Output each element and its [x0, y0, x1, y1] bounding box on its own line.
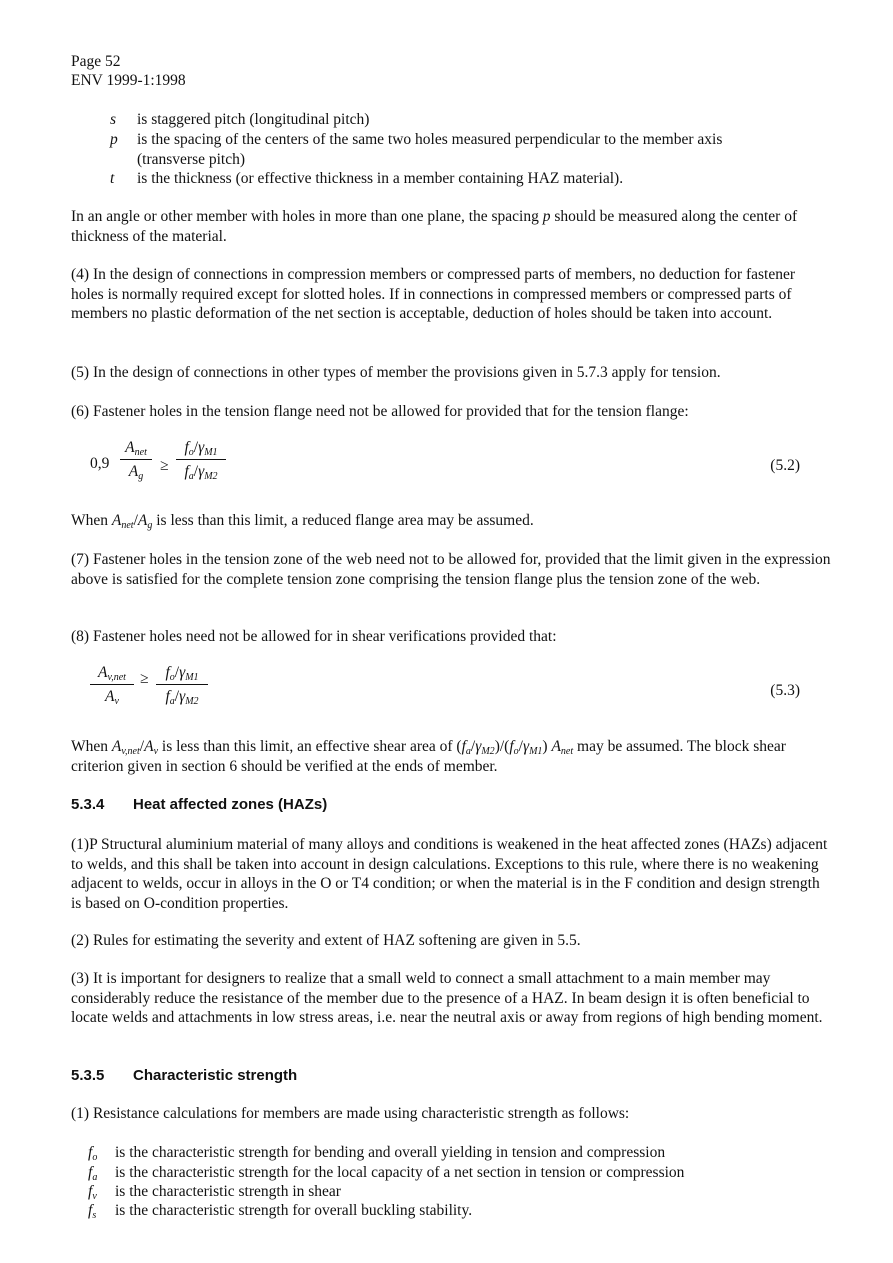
equation-number: (5.2) [770, 457, 800, 474]
section-number: 5.3.4 [71, 796, 105, 813]
paragraph-when-shear-area: When $A_{v,net}/A_v$ is less than this limit, an effective shear area of $(f_a/\gamma_{M2})/(f_o/\gamma_{M1})$ $A_{net}$ may be assumed. The block shear criterion given in section 6 should be verified at the ends of member. [71, 738, 786, 775]
definition-text: is the characteristic strength for overall buckling stability. [115, 1202, 473, 1219]
definition-symbol: $f_s$ [88, 1202, 97, 1221]
equation-5-2 [90, 438, 830, 498]
definition-symbol: s [110, 111, 117, 128]
eq-fraction-shear-area: $A_{v,net}$ $A_v$ [90, 663, 134, 708]
paragraph-when-net-area: When $A_{net}/A_g$ is less than this limit, a reduced flange area may be assumed. [71, 512, 534, 531]
standard-id: ENV 1999-1:1998 [71, 72, 186, 89]
page-header [71, 52, 186, 90]
eq-fraction-strength: $f_o/\gamma_{M1}$ $f_a/\gamma_{M2}$ [156, 663, 208, 708]
equation-5-3 [90, 663, 830, 723]
definition-symbol: $f_a$ [88, 1164, 98, 1183]
definition-text: is the characteristic strength for bending and overall yielding in tension and compression [115, 1144, 666, 1161]
paragraph-angle-spacing: In an angle or other member with holes in more than one plane, the spacing p should be measured along the center of thickness of the material. [71, 208, 798, 245]
eq-fraction-strength: $f_o/\gamma_{M1}$ $f_a/\gamma_{M2}$ [176, 438, 226, 483]
section-number: 5.3.5 [71, 1067, 105, 1084]
definition-text: is staggered pitch (longitudinal pitch) [137, 111, 370, 128]
paragraph-haz-2: (2) Rules for estimating the severity and extent of HAZ softening are given in 5.5. [71, 932, 581, 949]
section-title: Heat affected zones (HAZs) [133, 796, 328, 813]
paragraph-haz-3: (3) It is important for designers to realize that a small weld to connect a small attachment to a main member may considerably reduce the resistance of the member due to the presence of a HAZ. In beam design it is often beneficial to locate welds and attachments in low stress areas, i.e. near the neutral axis or away from regions of high bending moment. [71, 970, 823, 1026]
paragraph-4: (4) In the design of connections in compression members or compressed parts of members, no deduction for fastener holes is normally required except for slotted holes. If in connections in compressed members or compressed parts of members no plastic deformation of the net section is acceptable, deduction of holes should be taken into account. [71, 266, 795, 322]
eq-geq-sign: ≥ [140, 670, 149, 687]
paragraph-7: (7) Fastener holes in the tension zone of the web need not to be allowed for, provided that the limit given in the expression above is satisfied for the complete tension zone comprising the tension flange plus the tension zone of the web. [71, 551, 831, 588]
definition-symbol: p [110, 131, 118, 148]
paragraph-5: (5) In the design of connections in other types of member the provisions given in 5.7.3 apply for tension. [71, 364, 721, 381]
definition-symbol: t [110, 170, 115, 187]
eq-geq-sign: ≥ [160, 457, 169, 474]
section-heading-5-3-5 [71, 1066, 297, 1086]
definition-symbol: $f_v$ [88, 1183, 97, 1202]
eq-coefficient: 0,9 [90, 455, 110, 472]
eq-fraction-area: $A_{net}$ $A_g$ [120, 438, 152, 483]
paragraph-6: (6) Fastener holes in the tension flange need not be allowed for provided that for the tension flange: [71, 403, 689, 420]
definition-text: is the thickness (or effective thickness in a member containing HAZ material). [137, 170, 624, 187]
page-number: Page 52 [71, 53, 121, 70]
paragraph-8: (8) Fastener holes need not be allowed for in shear verifications provided that: [71, 628, 557, 645]
definition-symbol: $f_o$ [88, 1144, 98, 1163]
section-title: Characteristic strength [133, 1067, 298, 1084]
paragraph-haz-1: (1)P Structural aluminium material of many alloys and conditions is weakened in the heat affected zones (HAZs) adjacent to welds, and this shall be taken into account in design calculations. Exceptions to this rule, where there is no weakening adjacent to welds, occur in alloys in the O or T4 condition; or when the material is in the F condition and design strength is based on O-condition properties. [71, 836, 828, 912]
definition-text: is the characteristic strength for the local capacity of a net section in tension or compression [115, 1164, 685, 1181]
definition-text: is the spacing of the centers of the same two holes measured perpendicular to the member axis (transverse pitch) [137, 131, 723, 168]
paragraph-char-strength: (1) Resistance calculations for members are made using characteristic strength as follows: [71, 1105, 630, 1122]
section-heading-5-3-4 [71, 795, 327, 815]
definition-text: is the characteristic strength in shear [115, 1183, 341, 1200]
equation-number: (5.3) [770, 682, 800, 699]
